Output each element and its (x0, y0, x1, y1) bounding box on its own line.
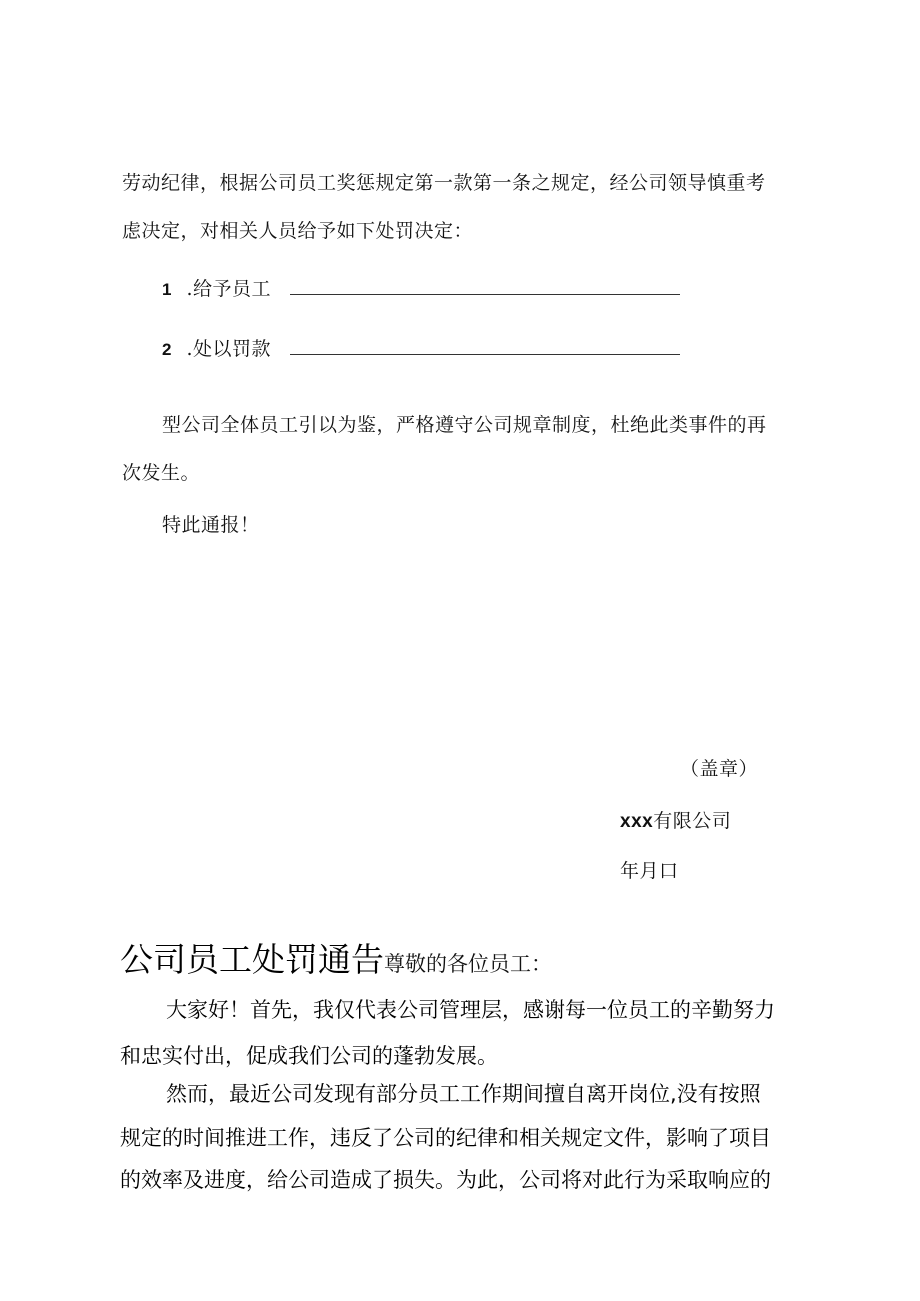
list-item-2 (162, 334, 680, 361)
list-label: .给予员工 (186, 278, 272, 300)
date-line: 年月口 (620, 860, 679, 882)
list-label: .处以罚款 (186, 338, 272, 360)
paragraph-line: 和忠实付出，促成我们公司的蓬勃发展。 (120, 1044, 498, 1068)
paragraph-line: 型公司全体员工引以为鉴，严格遵守公司规章制度，杜绝此类事件的再 (162, 414, 767, 436)
seal-label: （盖章） (680, 758, 759, 780)
list-number: 1 (162, 280, 172, 299)
paragraph-line: 次发生。 (122, 462, 201, 484)
company-name-prefix: xxx (620, 811, 654, 832)
page-title: 公司员工处罚通告 (120, 940, 384, 979)
list-number: 2 (162, 340, 172, 359)
closing-line: 特此通报！ (162, 514, 260, 536)
fill-in-blank-line (290, 338, 680, 355)
paragraph-line: 大家好！首先，我仅代表公司管理层，感谢每一位员工的辛勤努力 (166, 998, 775, 1022)
paragraph-line: 规定的时间推进工作，违反了公司的纪律和相关规定文件，影响了项目 (120, 1126, 771, 1150)
company-name-suffix: 有限公司 (653, 810, 732, 832)
paragraph-line: 然而，最近公司发现有部分员工工作期间擅自离开岗位,没有按照 (166, 1082, 761, 1106)
company-name (620, 806, 731, 833)
fill-in-blank-line (290, 278, 680, 295)
list-item-1 (162, 274, 680, 301)
salutation: 尊敬的各位员工： (384, 952, 552, 976)
paragraph-line: 的效率及进度，给公司造成了损失。为此，公司将对此行为采取响应的 (120, 1168, 771, 1192)
paragraph-line: 虑决定，对相关人员给予如下处罚决定： (122, 220, 474, 242)
notice-heading (120, 934, 552, 981)
paragraph-line: 劳动纪律，根据公司员工奖惩规定第一款第一条之规定，经公司领导慎重考 (122, 172, 766, 194)
